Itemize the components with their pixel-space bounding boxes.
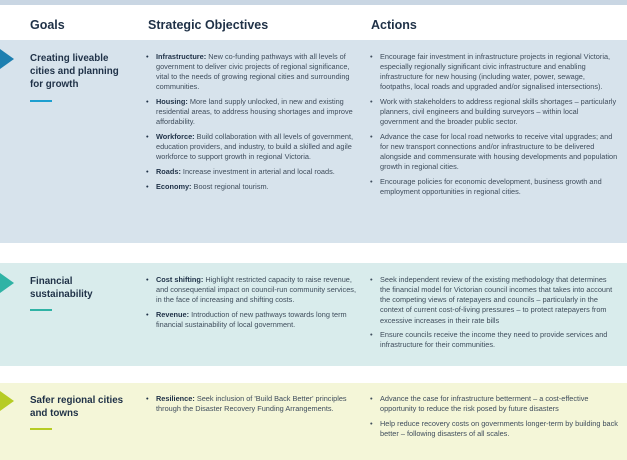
actions-column-heading: Actions bbox=[371, 18, 417, 32]
goal-title-text: Safer regional cities and towns bbox=[30, 395, 124, 420]
action-item: • Work with stakeholders to address regional skills shortages – particularly planners, civil engineers and building surveyors – within local government and the broader public sector. bbox=[370, 97, 618, 127]
row-arrow-marker bbox=[0, 391, 14, 411]
objective-item: • Cost shifting: Highlight restricted capacity to raise revenue, and consequential impact on council-run community services, in the face of increasing and shifting costs. bbox=[146, 275, 356, 305]
objective-item: • Economy: Boost regional tourism. bbox=[146, 182, 356, 192]
objective-item: • Workforce: Build collaboration with all levels of government, education providers, and industry, to build a skilled and agile workforce to support growth in regional Victoria. bbox=[146, 132, 356, 162]
goal-title bbox=[30, 52, 130, 102]
action-item: • Encourage fair investment in infrastructure projects in regional Victoria, especially regionally significant civic infrastructure and enabling infrastructure for new housing (including water, power, sewage, footpaths, local roads and upgraded and/or signalised intersections). bbox=[370, 52, 618, 93]
goal-underline bbox=[30, 309, 52, 311]
row-arrow-marker bbox=[0, 49, 14, 69]
action-item: • Ensure councils receive the income they need to provide services and infrastructure for their communities. bbox=[370, 330, 618, 350]
objective-item: • Revenue: Introduction of new pathways towards long term financial sustainability of local government. bbox=[146, 310, 356, 330]
goal-title bbox=[30, 394, 130, 430]
action-item: • Advance the case for local road networks to receive vital upgrades; and for new transport connections and/or infrastructure to be delivered alongside and commensurate with housing developments and population growth in regional cities. bbox=[370, 132, 618, 173]
actions-list bbox=[370, 52, 618, 202]
goals-column-heading: Goals bbox=[30, 18, 65, 32]
goal-title bbox=[30, 275, 130, 311]
action-item: • Encourage policies for economic development, business growth and employment opportunities in regional cities. bbox=[370, 177, 618, 197]
goal-underline bbox=[30, 100, 52, 102]
top-decorative-strip bbox=[0, 0, 627, 5]
goal-row-financial-sustainability bbox=[0, 263, 627, 366]
objectives-list bbox=[146, 394, 356, 419]
objectives-column-heading: Strategic Objectives bbox=[148, 18, 269, 32]
table-header bbox=[0, 18, 627, 40]
action-item: • Advance the case for infrastructure betterment – a cost-effective opportunity to reduce the risk posed by future disasters bbox=[370, 394, 618, 414]
row-arrow-marker bbox=[0, 273, 14, 293]
objective-item: • Infrastructure: New co-funding pathways with all levels of government to deliver civic projects of regional significance, vital to the needs of growing regional cities and surrounding communities. bbox=[146, 52, 356, 93]
objectives-list bbox=[146, 275, 356, 335]
goal-underline bbox=[30, 428, 52, 430]
objectives-list bbox=[146, 52, 356, 196]
objective-item: • Housing: More land supply unlocked, in new and existing residential areas, to address housing shortages and improve affordability. bbox=[146, 97, 356, 127]
objective-item: • Roads: Increase investment in arterial and local roads. bbox=[146, 167, 356, 177]
objective-item: • Resilience: Seek inclusion of 'Build Back Better' principles through the Disaster Recovery Funding Arrangements. bbox=[146, 394, 356, 414]
action-item: • Seek independent review of the existing methodology that determines the financial model for Victorian council incomes that takes into account the competing views of ratepayers and councils – particularly in the context of current cost-of-living pressures – to protect ratepayers from excessive increases in their rate bills bbox=[370, 275, 618, 326]
goal-row-safer-cities bbox=[0, 383, 627, 460]
goal-title-text: Financial sustainability bbox=[30, 276, 93, 301]
actions-list bbox=[370, 394, 618, 444]
goal-title-text: Creating liveable cities and planning for growth bbox=[30, 53, 119, 91]
action-item: • Help reduce recovery costs on governments longer-term by building back better – following disasters of all scales. bbox=[370, 419, 618, 439]
goal-row-liveable-cities bbox=[0, 40, 627, 243]
actions-list bbox=[370, 275, 618, 355]
